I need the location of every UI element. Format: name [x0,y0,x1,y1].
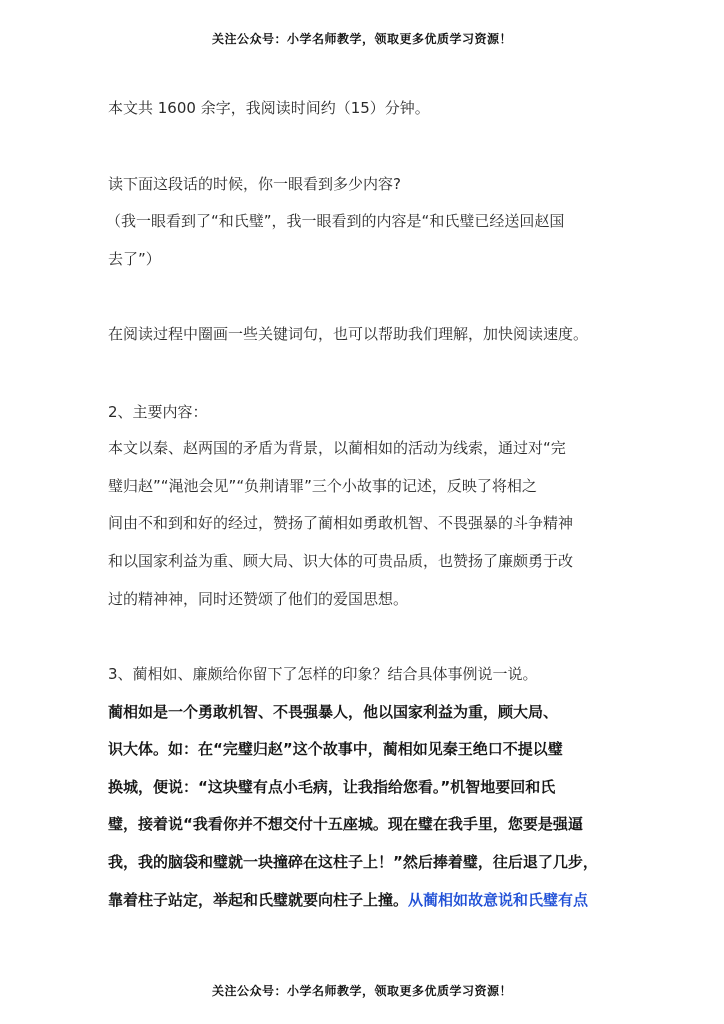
answer-bold-line: 我，我的脑袋和璧就一块撞碎在这柱子上！”然后捧着璧，往后退了几步， [108,853,598,871]
answer-bold-line: 蔺相如是一个勇敢机智、不畏强暴人，他以国家利益为重，顾大局、 [108,703,559,721]
answer-final-line [108,890,588,910]
question-prompt: 读下面这段话的时候，你一眼看到多少内容? [108,175,401,193]
summary-line: 过的精神神，同时还赞颂了他们的爱国思想。 [108,590,409,608]
answer-line-2: 去了”） [108,250,161,268]
page-footer: 关注公众号：小学名师教学，领取更多优质学习资源！ [211,984,512,998]
answer-bold-line: 识大体。如：在“完璧归赵”这个故事中，蔺相如见秦王绝口不提以璧 [108,740,563,758]
answer-line-1: （我一眼看到了“和氏璧”，我一眼看到的内容是“和氏璧已经送回赵国 [106,212,565,230]
reading-tip: 在阅读过程中圈画一些关键词句，也可以帮助我们理解，加快阅读速度。 [108,325,589,343]
answer-bold-line: 璧，接着说“我看你并不想交付十五座城。现在璧在我手里，您要是强逼 [108,815,583,833]
answer-final-highlight-text: 从蔺相如故意说和氏璧有点 [408,891,589,909]
page-header: 关注公众号：小学名师教学，领取更多优质学习资源！ [211,32,512,46]
answer-final-black-text: 靠着柱子站定，举起和氏璧就要向柱子上撞。 [108,891,409,909]
summary-line: 璧归赵”“渑池会见”“负荆请罪”三个小故事的记述，反映了将相之 [108,477,537,495]
summary-line: 本文以秦、赵两国的矛盾为背景，以蔺相如的活动为线索，通过对“完 [108,439,566,457]
reading-time-line: 本文共 1600 余字，我阅读时间约（15）分钟。 [108,99,430,117]
summary-line: 间由不和到和好的经过，赞扬了蔺相如勇敢机智、不畏强暴的斗争精神 [108,514,574,532]
answer-bold-line: 换城，便说：“这块璧有点小毛病，让我指给您看。”机智地要回和氏 [108,778,556,796]
summary-line: 和以国家利益为重、顾大局、识大体的可贵品质，也赞扬了廉颇勇于改 [108,552,574,570]
section-3-title: 3、蔺相如、廉颇给你留下了怎样的印象？结合具体事例说一说。 [108,665,538,683]
section-2-title: 2、主要内容： [108,403,208,421]
